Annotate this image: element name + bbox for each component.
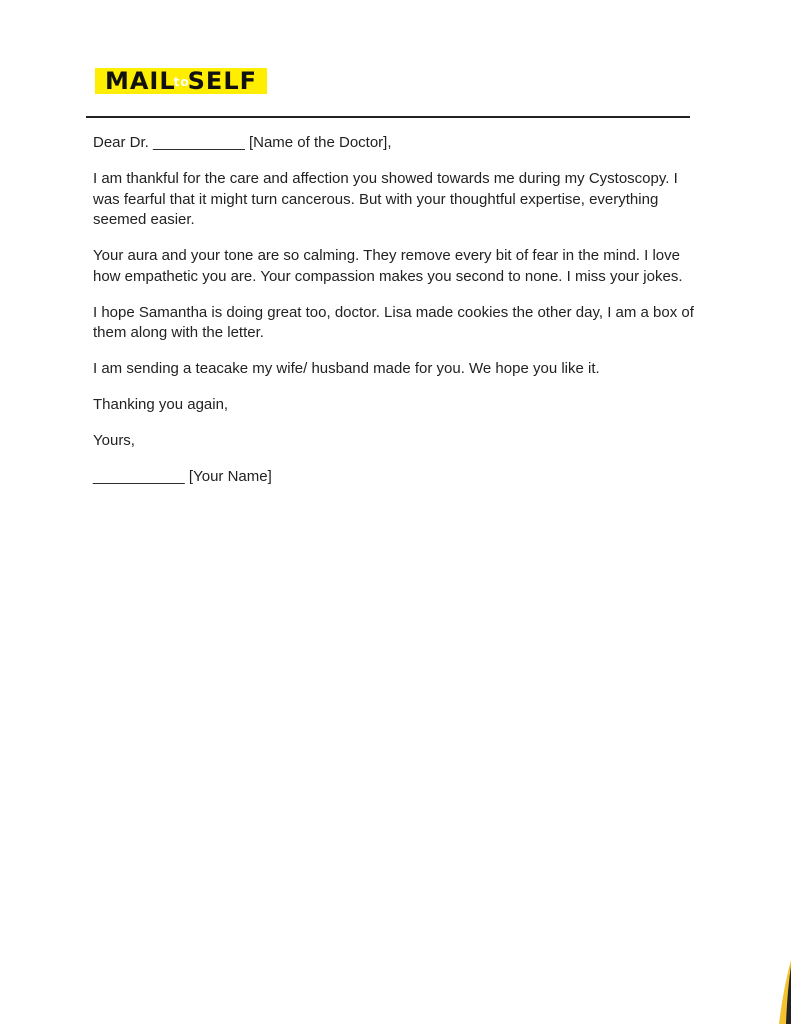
corner-decoration: [773, 960, 791, 1024]
letter-paragraph: I am sending a teacake my wife/ husband made for you. We hope you like it.: [93, 360, 600, 377]
letter-valediction: Yours,: [93, 432, 135, 449]
letter-closing: Thanking you again,: [93, 396, 229, 413]
letter-paragraph: Your aura and your tone are so calming. They remove every bit of fear in the mind. I love how empathetic you are. Your compassion makes you second to none. I miss your jokes.: [93, 247, 683, 285]
logo-text-mail: MAIL: [104, 67, 176, 95]
mailtoself-logo: [95, 68, 267, 94]
letter-body: [93, 133, 705, 503]
logo-text-to: to: [173, 75, 190, 89]
letter-salutation: Dear Dr. ___________ [Name of the Doctor],: [93, 134, 392, 151]
letter-signature: ___________ [Your Name]: [93, 468, 272, 485]
logo-text-self: SELF: [187, 67, 258, 95]
letter-paragraph: I am thankful for the care and affection you showed towards me during my Cystoscopy. I was fearful that it might turn cancerous. But with your thoughtful expertise, everything seemed easier.: [93, 170, 678, 228]
letter-paragraph: I hope Samantha is doing great too, doctor. Lisa made cookies the other day, I am a box of them along with the letter.: [93, 303, 694, 341]
header-divider: [86, 116, 690, 118]
